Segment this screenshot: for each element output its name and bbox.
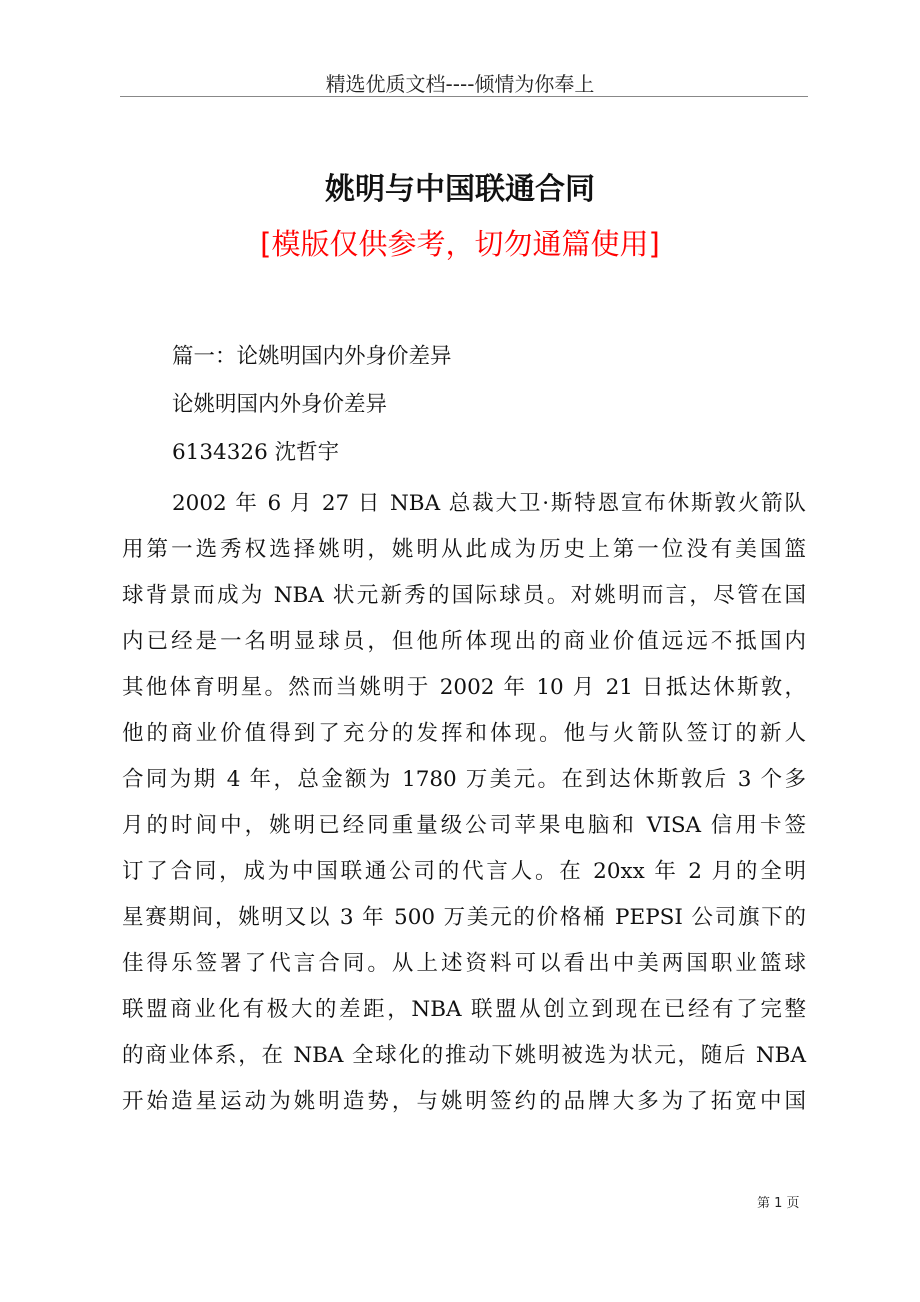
- paragraph-line: 用第一选秀权选择姚明，姚明从此成为历史上第一位没有美国篮: [122, 537, 806, 562]
- paragraph-line: 星赛期间，姚明又以 3 年 500 万美元的价格桶 PEPSI 公司旗下的: [122, 905, 806, 930]
- paragraph-line: 他的商业价值得到了充分的发挥和体现。他与火箭队签订的新人: [122, 721, 806, 746]
- article-title: 论姚明国内外身价差异: [172, 392, 388, 417]
- paragraph-line: 月的时间中，姚明已经同重量级公司苹果电脑和 VISA 信用卡签: [122, 813, 806, 838]
- paragraph-line: 2002 年 6 月 27 日 NBA 总裁大卫·斯特恩宣布休斯敦火箭队: [172, 491, 806, 516]
- paragraph-line: 合同为期 4 年，总金额为 1780 万美元。在到达休斯敦后 3 个多: [122, 767, 806, 792]
- paragraph-line: 其他体育明星。然而当姚明于 2002 年 10 月 21 日抵达休斯敦，: [122, 675, 806, 700]
- author-line: 6134326 沈哲宇: [172, 440, 340, 465]
- page-header: 精选优质文档----倾情为你奉上: [325, 72, 595, 96]
- page-number: 第 1 页: [757, 1196, 800, 1211]
- header-divider: [120, 96, 808, 97]
- paragraph-line: 订了合同，成为中国联通公司的代言人。在 20xx 年 2 月的全明: [122, 859, 806, 884]
- paragraph-line: 的商业体系，在 NBA 全球化的推动下姚明被选为状元，随后 NBA: [122, 1043, 806, 1068]
- paragraph-line: 佳得乐签署了代言合同。从上述资料可以看出中美两国职业篮球: [122, 951, 806, 976]
- template-notice: [模版仅供参考，切勿通篇使用]: [260, 227, 660, 261]
- paragraph-line: 内已经是一名明显球员，但他所体现出的商业价值远远不抵国内: [122, 629, 806, 654]
- paragraph-line: 开始造星运动为姚明造势，与姚明签约的品牌大多为了拓宽中国: [122, 1089, 806, 1114]
- paragraph-line: 联盟商业化有极大的差距，NBA 联盟从创立到现在已经有了完整: [122, 997, 806, 1022]
- paragraph-line: 球背景而成为 NBA 状元新秀的国际球员。对姚明而言，尽管在国: [122, 583, 806, 608]
- section-heading: 篇一：论姚明国内外身价差异: [172, 344, 452, 369]
- document-title: 姚明与中国联通合同: [325, 172, 595, 207]
